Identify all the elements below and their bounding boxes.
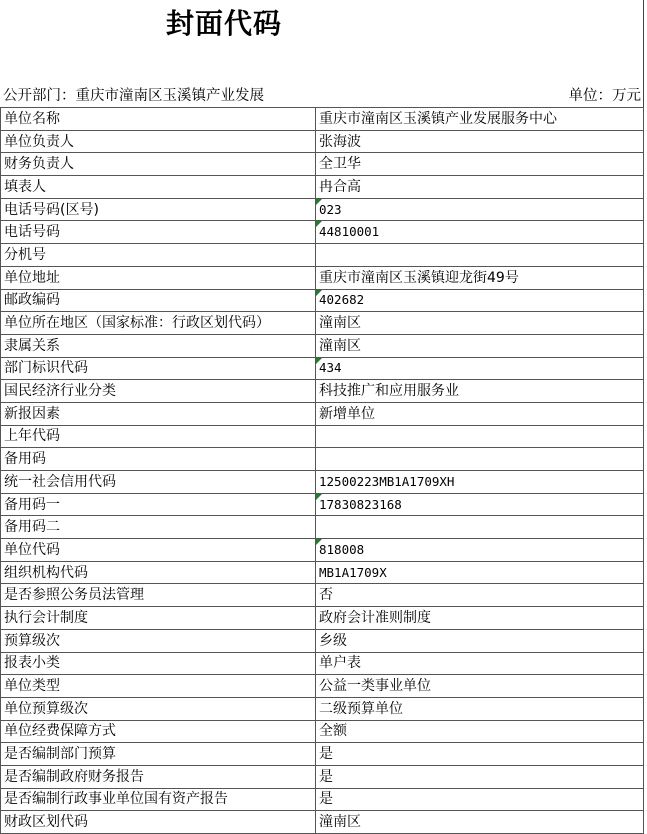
field-value[interactable]: 是 xyxy=(316,765,644,788)
cover-code-table xyxy=(0,107,644,834)
field-value[interactable] xyxy=(316,516,644,539)
table-row xyxy=(1,425,644,448)
unit-label: 单位：万元 xyxy=(568,88,641,104)
field-label: 报表小类 xyxy=(1,652,316,675)
field-label: 单位预算级次 xyxy=(1,697,316,720)
table-row xyxy=(1,788,644,811)
field-value[interactable]: 新增单位 xyxy=(316,402,644,425)
table-row xyxy=(1,198,644,221)
table-row xyxy=(1,675,644,698)
field-value[interactable]: 是 xyxy=(316,743,644,766)
field-label: 国民经济行业分类 xyxy=(1,380,316,403)
field-value[interactable]: 17830823168 xyxy=(316,493,644,516)
field-label: 财政区划代码 xyxy=(1,811,316,834)
field-value[interactable] xyxy=(316,448,644,471)
field-value[interactable] xyxy=(316,244,644,267)
field-value[interactable]: 全额 xyxy=(316,720,644,743)
field-label: 是否编制政府财务报告 xyxy=(1,765,316,788)
field-label: 组织机构代码 xyxy=(1,561,316,584)
table-row xyxy=(1,765,644,788)
table-row xyxy=(1,607,644,630)
field-label: 单位经费保障方式 xyxy=(1,720,316,743)
cover-code-table-body xyxy=(1,108,644,834)
field-value[interactable]: 张海波 xyxy=(316,130,644,153)
field-label: 新报因素 xyxy=(1,402,316,425)
field-label: 是否编制部门预算 xyxy=(1,743,316,766)
table-row xyxy=(1,493,644,516)
table-row xyxy=(1,289,644,312)
field-label: 单位名称 xyxy=(1,108,316,131)
table-row xyxy=(1,516,644,539)
field-value[interactable] xyxy=(316,425,644,448)
table-row xyxy=(1,244,644,267)
field-label: 分机号 xyxy=(1,244,316,267)
field-value[interactable]: 乡级 xyxy=(316,629,644,652)
field-label: 单位代码 xyxy=(1,539,316,562)
field-value[interactable]: 重庆市潼南区玉溪镇迎龙街49号 xyxy=(316,266,644,289)
table-row xyxy=(1,108,644,131)
field-label: 预算级次 xyxy=(1,629,316,652)
field-value[interactable]: 潼南区 xyxy=(316,334,644,357)
field-value[interactable]: 公益一类事业单位 xyxy=(316,675,644,698)
table-row xyxy=(1,584,644,607)
field-label: 执行会计制度 xyxy=(1,607,316,630)
field-value[interactable]: 潼南区 xyxy=(316,811,644,834)
table-row xyxy=(1,130,644,153)
field-value[interactable]: 重庆市潼南区玉溪镇产业发展服务中心 xyxy=(316,108,644,131)
field-label: 备用码一 xyxy=(1,493,316,516)
field-label: 备用码二 xyxy=(1,516,316,539)
table-row xyxy=(1,720,644,743)
field-label: 部门标识代码 xyxy=(1,357,316,380)
field-label: 电话号码 xyxy=(1,221,316,244)
table-row xyxy=(1,561,644,584)
field-label: 隶属关系 xyxy=(1,334,316,357)
table-row xyxy=(1,221,644,244)
field-value[interactable]: 单户表 xyxy=(316,652,644,675)
field-label: 电话号码(区号) xyxy=(1,198,316,221)
table-row xyxy=(1,539,644,562)
field-label: 财务负责人 xyxy=(1,153,316,176)
field-value[interactable]: 潼南区 xyxy=(316,312,644,335)
field-value[interactable]: 全卫华 xyxy=(316,153,644,176)
table-row xyxy=(1,334,644,357)
field-value[interactable]: 政府会计准则制度 xyxy=(316,607,644,630)
field-value[interactable]: 44810001 xyxy=(316,221,644,244)
field-label: 邮政编码 xyxy=(1,289,316,312)
field-label: 单位地址 xyxy=(1,266,316,289)
field-value[interactable]: 434 xyxy=(316,357,644,380)
field-label: 单位负责人 xyxy=(1,130,316,153)
field-value[interactable]: 12500223MB1A1709XH xyxy=(316,471,644,494)
field-label: 上年代码 xyxy=(1,425,316,448)
table-row xyxy=(1,312,644,335)
table-row xyxy=(1,176,644,199)
field-value[interactable]: 科技推广和应用服务业 xyxy=(316,380,644,403)
table-row xyxy=(1,448,644,471)
field-value[interactable]: MB1A1709X xyxy=(316,561,644,584)
page-title: 封面代码 xyxy=(166,7,283,40)
field-value[interactable]: 818008 xyxy=(316,539,644,562)
table-row xyxy=(1,153,644,176)
field-label: 统一社会信用代码 xyxy=(1,471,316,494)
table-row xyxy=(1,266,644,289)
field-label: 是否参照公务员法管理 xyxy=(1,584,316,607)
table-row xyxy=(1,402,644,425)
field-label: 备用码 xyxy=(1,448,316,471)
table-row xyxy=(1,380,644,403)
field-value[interactable]: 是 xyxy=(316,788,644,811)
table-row xyxy=(1,697,644,720)
field-value[interactable]: 否 xyxy=(316,584,644,607)
field-label: 单位所在地区（国家标准：行政区划代码） xyxy=(1,312,316,335)
field-label: 是否编制行政事业单位国有资产报告 xyxy=(1,788,316,811)
table-row xyxy=(1,471,644,494)
field-label: 填表人 xyxy=(1,176,316,199)
table-row xyxy=(1,811,644,834)
field-label: 单位类型 xyxy=(1,675,316,698)
report-subheader xyxy=(3,85,641,107)
field-value[interactable]: 402682 xyxy=(316,289,644,312)
table-row xyxy=(1,629,644,652)
field-value[interactable]: 冉合高 xyxy=(316,176,644,199)
field-value[interactable]: 二级预算单位 xyxy=(316,697,644,720)
field-value[interactable]: 023 xyxy=(316,198,644,221)
table-row xyxy=(1,743,644,766)
table-row xyxy=(1,652,644,675)
table-row xyxy=(1,357,644,380)
department-label: 公开部门：重庆市潼南区玉溪镇产业发展 xyxy=(3,88,264,104)
